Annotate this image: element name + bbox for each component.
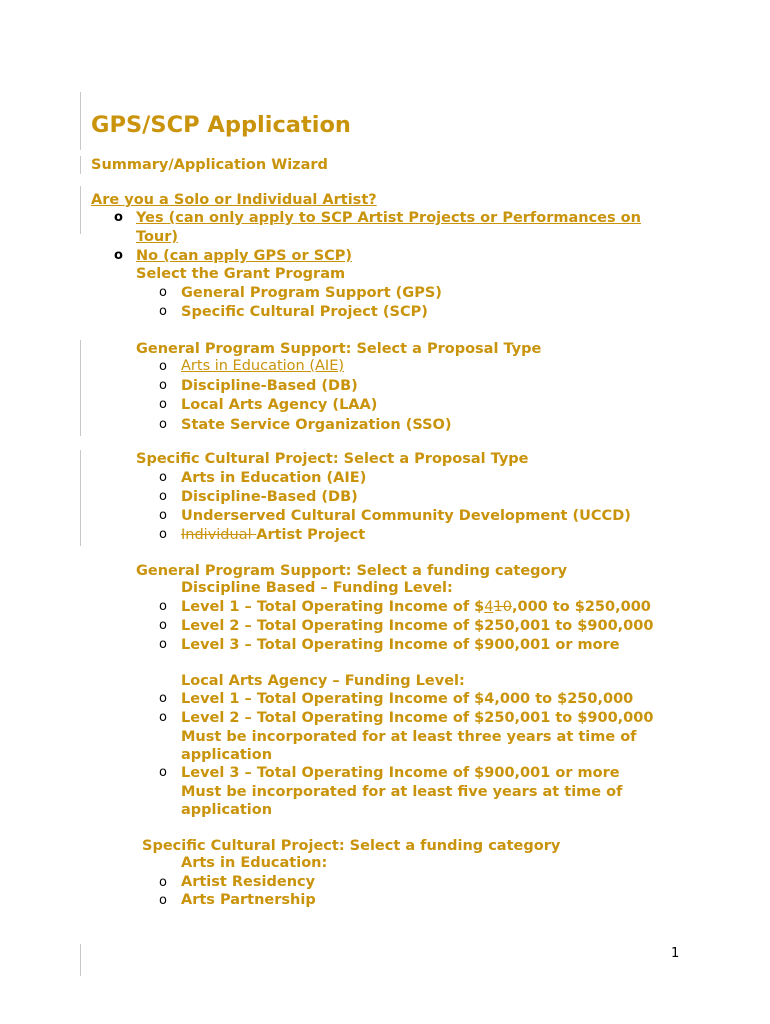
laa-level-3-note-cont: application xyxy=(181,802,273,818)
page-title: GPS/SCP Application xyxy=(91,112,351,138)
gps-proposal-sso[interactable]: State Service Organization (SSO) xyxy=(181,417,452,433)
laa-level-2-note: Must be incorporated for at least three years at time of xyxy=(181,729,637,745)
aie-funding-heading: Arts in Education: xyxy=(181,855,328,871)
laa-level-3-note: Must be incorporated for at least five years at time of xyxy=(181,784,623,800)
gps-funding-heading: General Program Support: Select a funding category xyxy=(136,563,568,579)
laa-funding-heading: Local Arts Agency – Funding Level: xyxy=(181,673,465,689)
scp-proposal-aie[interactable]: Arts in Education (AIE) xyxy=(181,470,367,486)
page-number: 1 xyxy=(671,946,680,961)
solo-artist-question[interactable]: Are you a Solo or Individual Artist? xyxy=(91,192,377,208)
bullet-marker: o xyxy=(114,248,123,263)
db-funding-heading: Discipline Based – Funding Level: xyxy=(181,580,453,596)
subtitle: Summary/Application Wizard xyxy=(91,157,328,173)
arts-partnership[interactable]: Arts Partnership xyxy=(181,892,316,908)
bullet-marker: o xyxy=(159,527,167,542)
gps-proposal-db[interactable]: Discipline-Based (DB) xyxy=(181,378,358,394)
scp-proposal-uccd[interactable]: Underserved Cultural Community Development (UCCD) xyxy=(181,508,631,524)
yes-option-link-cont[interactable]: Tour) xyxy=(136,229,179,245)
bullet-marker: o xyxy=(159,359,167,374)
select-program-heading: Select the Grant Program xyxy=(136,266,346,282)
bullet-marker: o xyxy=(159,691,167,706)
bullet-marker: o xyxy=(159,397,167,412)
bullet-marker: o xyxy=(159,508,167,523)
laa-level-3[interactable]: Level 3 – Total Operating Income of $900,001 or more xyxy=(181,765,620,781)
program-item-scp[interactable]: Specific Cultural Project (SCP) xyxy=(181,304,428,320)
db-level-2[interactable]: Level 2 – Total Operating Income of $250,001 to $900,000 xyxy=(181,618,654,634)
change-bar xyxy=(80,450,81,546)
db-level-1-text-end: ,000 to $250,000 xyxy=(511,599,651,615)
change-bar xyxy=(80,340,81,436)
bullet-marker: o xyxy=(159,765,167,780)
inserted-text: 4 xyxy=(484,599,494,615)
artist-residency[interactable]: Artist Residency xyxy=(181,874,316,890)
bullet-marker: o xyxy=(159,599,167,614)
gps-proposal-heading: General Program Support: Select a Proposal Type xyxy=(136,341,542,357)
bullet-marker: o xyxy=(159,285,167,300)
bullet-marker: o xyxy=(159,637,167,652)
bullet-marker: o xyxy=(159,378,167,393)
bullet-marker: o xyxy=(159,489,167,504)
change-bar xyxy=(80,944,81,976)
deleted-text: Individual xyxy=(181,527,257,543)
laa-level-1[interactable]: Level 1 – Total Operating Income of $4,000 to $250,000 xyxy=(181,691,634,707)
bullet-marker: o xyxy=(159,875,167,890)
bullet-marker: o xyxy=(159,618,167,633)
scp-proposal-heading: Specific Cultural Project: Select a Proposal Type xyxy=(136,451,529,467)
db-level-1-text: Level 1 – Total Operating Income of $ xyxy=(181,599,485,615)
laa-level-2-note-cont: application xyxy=(181,747,273,763)
scp-proposal-artist-project[interactable] xyxy=(181,526,365,544)
db-level-3[interactable]: Level 3 – Total Operating Income of $900,001 or more xyxy=(181,637,620,653)
db-level-1[interactable] xyxy=(181,598,651,616)
no-option-link[interactable]: No (can apply GPS or SCP) xyxy=(136,248,353,264)
gps-proposal-laa[interactable]: Local Arts Agency (LAA) xyxy=(181,397,378,413)
yes-option-link[interactable]: Yes (can only apply to SCP Artist Projects or Performances on xyxy=(136,210,641,226)
change-bar xyxy=(80,156,81,174)
bullet-marker: o xyxy=(159,893,167,908)
change-bar xyxy=(80,186,81,234)
bullet-marker: o xyxy=(159,417,167,432)
bullet-marker: o xyxy=(114,210,123,225)
scp-proposal-db[interactable]: Discipline-Based (DB) xyxy=(181,489,358,505)
program-item-gps[interactable]: General Program Support (GPS) xyxy=(181,285,442,301)
artist-project-label: Artist Project xyxy=(256,527,366,543)
scp-funding-heading: Specific Cultural Project: Select a funding category xyxy=(142,838,561,854)
deleted-text: 10 xyxy=(493,599,512,615)
bullet-marker: o xyxy=(159,304,167,319)
bullet-marker: o xyxy=(159,710,167,725)
bullet-marker: o xyxy=(159,470,167,485)
gps-proposal-aie-link[interactable]: Arts in Education (AIE) xyxy=(181,358,345,374)
laa-level-2[interactable]: Level 2 – Total Operating Income of $250,001 to $900,000 xyxy=(181,710,654,726)
change-bar xyxy=(80,92,81,150)
